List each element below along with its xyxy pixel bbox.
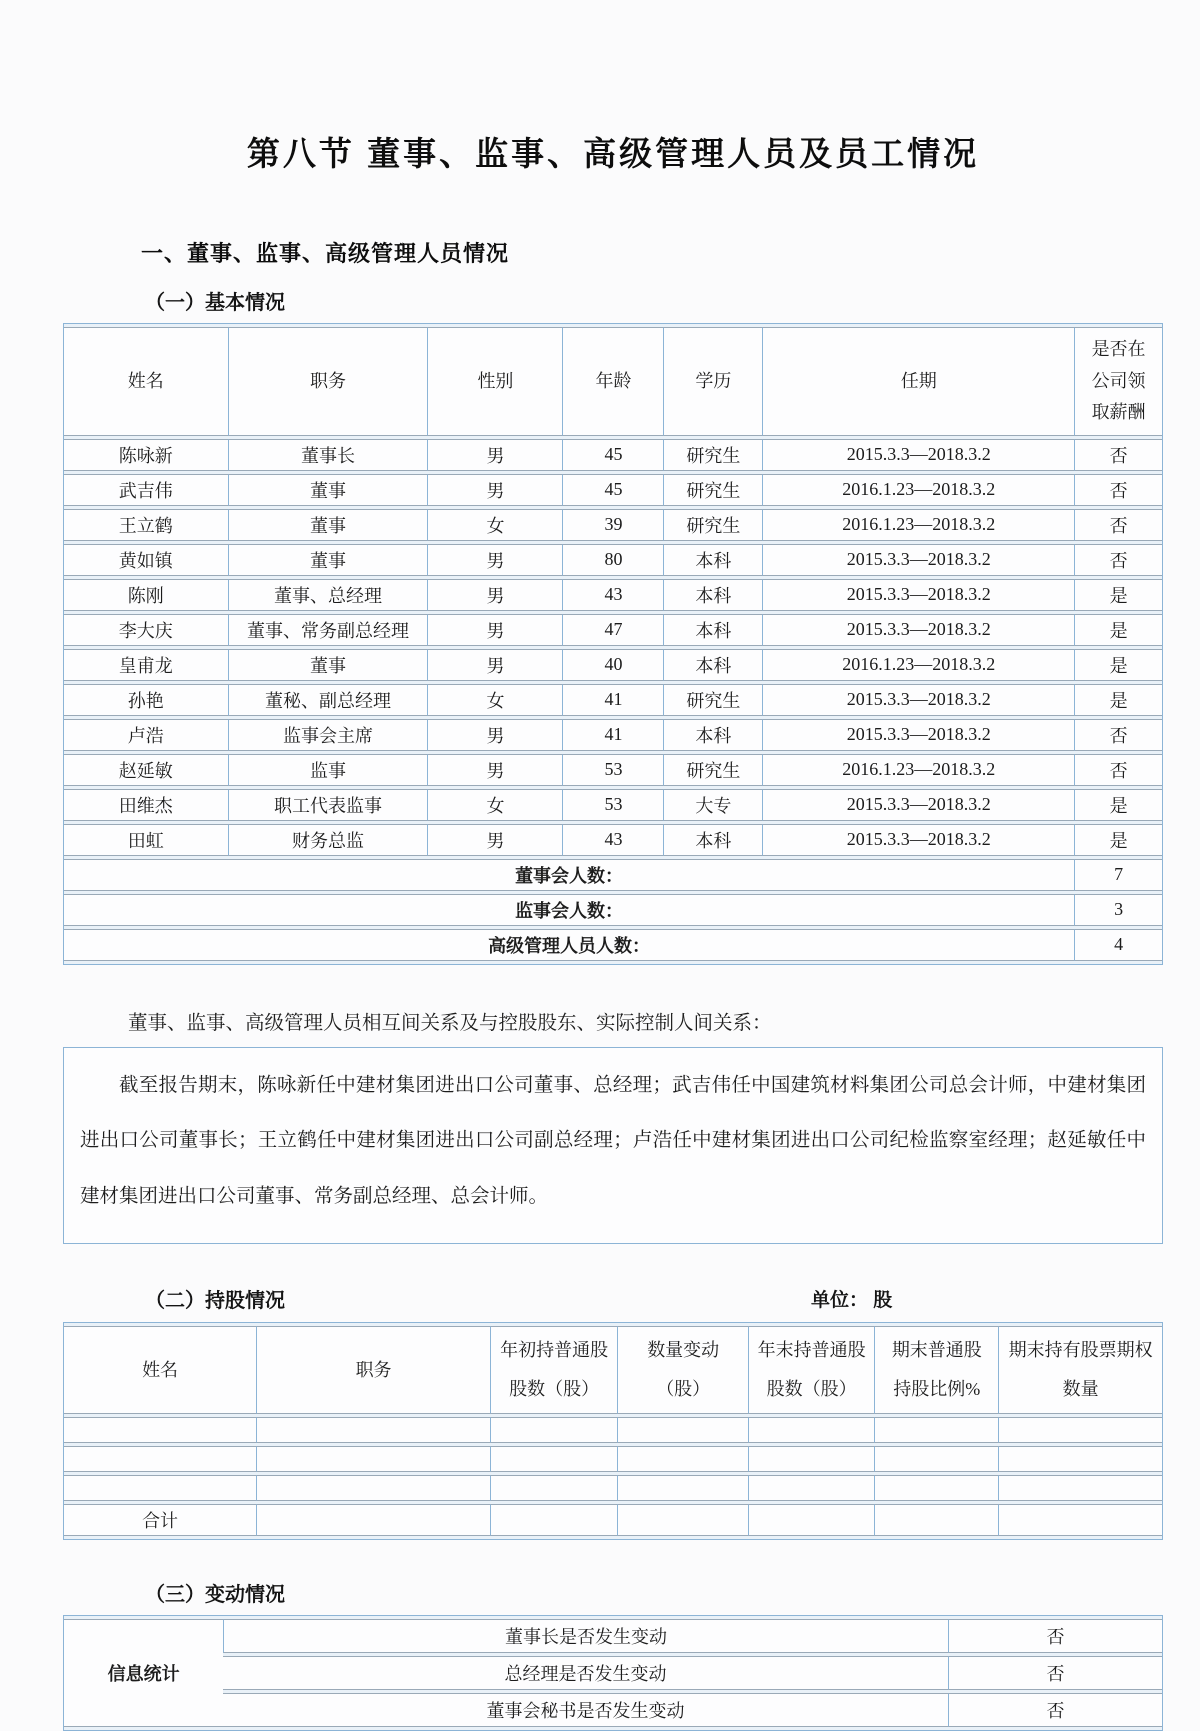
table-cell: 研究生	[663, 509, 762, 541]
table-cell: 研究生	[663, 684, 762, 716]
table-cell: 本科	[663, 579, 762, 611]
subsection-change-heading: （三）变动情况	[145, 1583, 285, 1606]
summary-row	[64, 929, 1162, 961]
table-row	[64, 684, 1162, 716]
change-question: 董事会秘书是否发生变动	[223, 1693, 948, 1727]
table-cell: 男	[427, 824, 562, 856]
table-cell: 男	[427, 649, 562, 681]
table-cell	[617, 1417, 748, 1443]
table-cell: 男	[427, 544, 562, 576]
table-cell	[617, 1504, 748, 1536]
change-question: 总经理是否发生变动	[223, 1656, 948, 1690]
col-header-gender: 性别	[427, 327, 562, 436]
table-row	[64, 614, 1162, 646]
stat-label-cell: 信息统计	[64, 1619, 223, 1727]
table-cell: 本科	[663, 719, 762, 751]
table-cell: 王立鹤	[64, 509, 228, 541]
table-cell: 是	[1074, 824, 1162, 856]
table-cell: 45	[562, 439, 663, 471]
table-cell: 是	[1074, 789, 1162, 821]
table-cell: 董事、总经理	[228, 579, 428, 611]
table-cell	[490, 1475, 617, 1501]
table-cell: 2016.1.23—2018.3.2	[762, 474, 1074, 506]
summary-label: 高级管理人员人数：	[64, 929, 1074, 961]
col-header-shares-change: 数量变动（股）	[617, 1326, 748, 1413]
table-cell	[748, 1504, 874, 1536]
table-cell: 本科	[663, 649, 762, 681]
table-cell: 本科	[663, 614, 762, 646]
table-row	[64, 1693, 1162, 1727]
table-cell: 研究生	[663, 439, 762, 471]
change-answer: 否	[948, 1619, 1162, 1653]
table-cell	[256, 1417, 490, 1443]
table-cell	[748, 1475, 874, 1501]
table-cell: 董事	[228, 509, 428, 541]
change-question: 董事长是否发生变动	[223, 1619, 948, 1653]
shareholding-table-header	[64, 1326, 1162, 1413]
table-cell: 董秘、副总经理	[228, 684, 428, 716]
table-cell: 2015.3.3—2018.3.2	[762, 544, 1074, 576]
table-cell: 田维杰	[64, 789, 228, 821]
table-cell: 39	[562, 509, 663, 541]
col-header-ratio: 期末普通股持股比例%	[874, 1326, 998, 1413]
table-cell	[874, 1504, 998, 1536]
table-cell: 男	[427, 579, 562, 611]
table-cell: 研究生	[663, 754, 762, 786]
section-heading: 一、董事、监事、高级管理人员情况	[141, 241, 510, 266]
table-cell: 53	[562, 789, 663, 821]
table-row-empty	[64, 1475, 1162, 1501]
change-info-table	[63, 1615, 1163, 1731]
table-row	[64, 1656, 1162, 1690]
table-cell: 男	[427, 439, 562, 471]
table-cell: 2016.1.23—2018.3.2	[762, 754, 1074, 786]
table-row	[64, 754, 1162, 786]
table-cell	[748, 1417, 874, 1443]
summary-row	[64, 894, 1162, 926]
table-cell: 否	[1074, 509, 1162, 541]
basic-info-table-header	[64, 327, 1162, 436]
col-header-salary: 是否在公司领取薪酬	[1074, 327, 1162, 436]
col-header-position: 职务	[256, 1326, 490, 1413]
table-cell: 2015.3.3—2018.3.2	[762, 614, 1074, 646]
table-cell: 女	[427, 684, 562, 716]
table-cell	[64, 1475, 256, 1501]
table-cell: 董事、常务副总经理	[228, 614, 428, 646]
table-cell: 2015.3.3—2018.3.2	[762, 684, 1074, 716]
table-cell: 43	[562, 579, 663, 611]
table-cell: 李大庆	[64, 614, 228, 646]
subsection-basic-heading: （一）基本情况	[145, 292, 285, 314]
table-cell: 赵延敏	[64, 754, 228, 786]
table-cell	[256, 1446, 490, 1472]
table-cell	[617, 1446, 748, 1472]
change-answer: 否	[948, 1693, 1162, 1727]
table-cell	[490, 1417, 617, 1443]
table-cell	[874, 1417, 998, 1443]
table-cell: 孙艳	[64, 684, 228, 716]
table-cell	[256, 1504, 490, 1536]
col-header-position: 职务	[228, 327, 428, 436]
shareholding-table-body	[64, 1417, 1162, 1501]
col-header-age: 年龄	[562, 327, 663, 436]
table-cell: 董事	[228, 544, 428, 576]
table-cell: 2015.3.3—2018.3.2	[762, 719, 1074, 751]
table-cell: 2015.3.3—2018.3.2	[762, 439, 1074, 471]
table-cell	[998, 1504, 1162, 1536]
subsection-shareholding-heading: （二）持股情况	[145, 1290, 285, 1313]
table-row	[64, 719, 1162, 751]
table-cell: 男	[427, 719, 562, 751]
table-cell: 80	[562, 544, 663, 576]
col-header-options: 期末持有股票期权数量	[998, 1326, 1162, 1413]
change-info-table-body	[64, 1619, 1162, 1727]
table-cell: 卢浩	[64, 719, 228, 751]
shareholding-table-total	[64, 1504, 1162, 1536]
summary-label: 董事会人数：	[64, 859, 1074, 891]
table-row	[64, 789, 1162, 821]
relationship-note-box: 截至报告期末，陈咏新任中建材集团进出口公司董事、总经理；武吉伟任中国建筑材料集团公司总会计师，中建材集团进出口公司董事长；王立鹤任中建材集团进出口公司副总经理；卢浩任中建材集团进出口公司纪检监察室经理；赵延敏任中建材集团进出口公司董事、常务副总经理、总会计师。	[63, 1047, 1163, 1245]
table-cell: 是	[1074, 579, 1162, 611]
table-cell: 53	[562, 754, 663, 786]
unit-label: 单位： 股	[811, 1290, 893, 1312]
basic-info-table-summary	[64, 859, 1162, 961]
col-header-shares-begin: 年初持普通股股数（股）	[490, 1326, 617, 1413]
table-cell: 男	[427, 474, 562, 506]
table-row	[64, 824, 1162, 856]
table-cell: 女	[427, 509, 562, 541]
table-cell: 研究生	[663, 474, 762, 506]
table-row-empty	[64, 1446, 1162, 1472]
table-cell: 女	[427, 789, 562, 821]
table-cell: 男	[427, 754, 562, 786]
table-row	[64, 474, 1162, 506]
table-cell: 财务总监	[228, 824, 428, 856]
table-cell: 监事会主席	[228, 719, 428, 751]
table-cell: 43	[562, 824, 663, 856]
table-cell: 黄如镇	[64, 544, 228, 576]
table-cell	[490, 1504, 617, 1536]
table-cell: 陈咏新	[64, 439, 228, 471]
table-header-row	[64, 327, 1162, 436]
table-cell	[748, 1446, 874, 1472]
table-cell: 大专	[663, 789, 762, 821]
table-row	[64, 439, 1162, 471]
table-cell: 2016.1.23—2018.3.2	[762, 509, 1074, 541]
table-cell: 2015.3.3—2018.3.2	[762, 789, 1074, 821]
table-cell: 否	[1074, 474, 1162, 506]
table-cell: 是	[1074, 684, 1162, 716]
table-cell: 否	[1074, 719, 1162, 751]
table-cell: 武吉伟	[64, 474, 228, 506]
table-cell: 是	[1074, 614, 1162, 646]
table-cell: 男	[427, 614, 562, 646]
table-cell: 本科	[663, 824, 762, 856]
col-header-term: 任期	[762, 327, 1074, 436]
table-cell: 陈刚	[64, 579, 228, 611]
table-cell	[874, 1446, 998, 1472]
table-cell	[256, 1475, 490, 1501]
table-cell: 是	[1074, 649, 1162, 681]
table-cell	[617, 1475, 748, 1501]
table-cell: 47	[562, 614, 663, 646]
table-row	[64, 1619, 1162, 1653]
table-cell: 董事	[228, 474, 428, 506]
total-label: 合计	[64, 1504, 256, 1536]
table-cell: 否	[1074, 754, 1162, 786]
page-title: 第八节 董事、监事、高级管理人员及员工情况	[246, 135, 980, 172]
table-row	[64, 649, 1162, 681]
table-cell: 2015.3.3—2018.3.2	[762, 824, 1074, 856]
col-header-name: 姓名	[64, 327, 228, 436]
summary-label: 监事会人数：	[64, 894, 1074, 926]
shareholding-heading-row	[63, 1284, 1163, 1314]
table-cell	[998, 1417, 1162, 1443]
total-row	[64, 1504, 1162, 1536]
summary-row	[64, 859, 1162, 891]
col-header-name: 姓名	[64, 1326, 256, 1413]
basic-info-table-body	[64, 439, 1162, 856]
table-cell: 2015.3.3—2018.3.2	[762, 579, 1074, 611]
table-cell: 40	[562, 649, 663, 681]
basic-info-table	[63, 323, 1163, 965]
summary-value: 7	[1074, 859, 1162, 891]
table-cell	[998, 1446, 1162, 1472]
table-cell: 本科	[663, 544, 762, 576]
table-cell: 董事长	[228, 439, 428, 471]
table-cell	[874, 1475, 998, 1501]
table-cell	[64, 1417, 256, 1443]
table-row	[64, 579, 1162, 611]
table-cell: 皇甫龙	[64, 649, 228, 681]
table-cell: 否	[1074, 439, 1162, 471]
shareholding-table	[63, 1322, 1163, 1539]
col-header-education: 学历	[663, 327, 762, 436]
table-cell	[998, 1475, 1162, 1501]
table-cell: 职工代表监事	[228, 789, 428, 821]
table-cell: 41	[562, 719, 663, 751]
summary-value: 4	[1074, 929, 1162, 961]
table-cell: 董事	[228, 649, 428, 681]
table-cell: 45	[562, 474, 663, 506]
table-row	[64, 544, 1162, 576]
table-header-row	[64, 1326, 1162, 1413]
table-cell: 2016.1.23—2018.3.2	[762, 649, 1074, 681]
change-answer: 否	[948, 1656, 1162, 1690]
table-cell: 41	[562, 684, 663, 716]
table-cell	[490, 1446, 617, 1472]
summary-value: 3	[1074, 894, 1162, 926]
table-cell: 否	[1074, 544, 1162, 576]
table-cell	[64, 1446, 256, 1472]
table-cell: 田虹	[64, 824, 228, 856]
relationship-label: 董事、监事、高级管理人员相互间关系及与控股股东、实际控制人间关系：	[128, 1012, 772, 1034]
table-row	[64, 509, 1162, 541]
table-row-empty	[64, 1417, 1162, 1443]
col-header-shares-end: 年末持普通股股数（股）	[748, 1326, 874, 1413]
table-cell: 监事	[228, 754, 428, 786]
